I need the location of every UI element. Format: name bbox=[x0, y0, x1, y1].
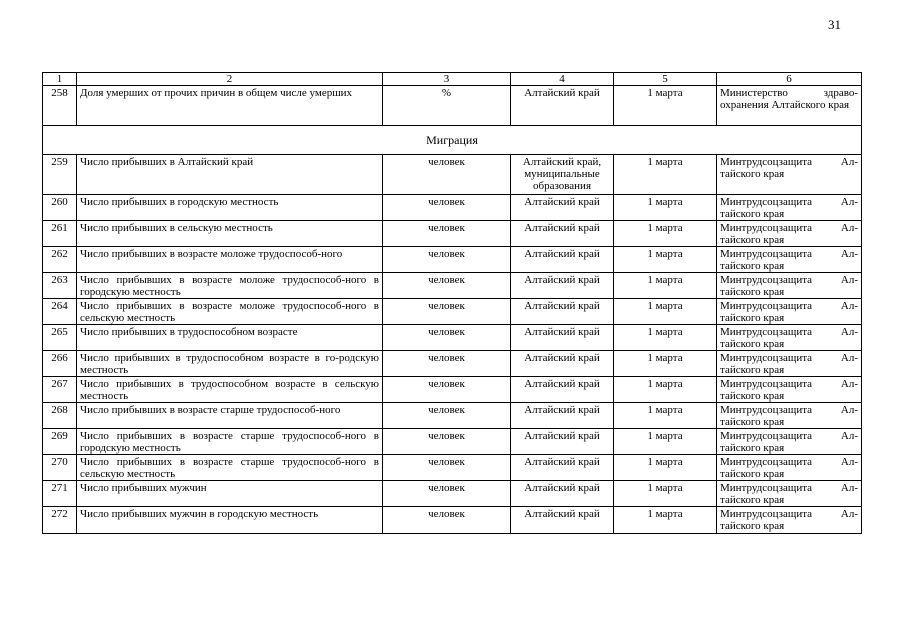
unit-of-measure: человек bbox=[383, 299, 511, 325]
submission-date: 1 марта bbox=[614, 403, 717, 429]
row-number: 269 bbox=[43, 429, 77, 455]
column-number: 6 bbox=[717, 73, 862, 86]
responsible-agency: Минтрудсоцзащита Ал-тайского края bbox=[717, 195, 862, 221]
column-number: 2 bbox=[77, 73, 383, 86]
indicator-name: Число прибывших в возрасте моложе трудоспособ-ного в городскую местность bbox=[77, 273, 383, 299]
unit-of-measure: человек bbox=[383, 273, 511, 299]
unit-of-measure: человек bbox=[383, 221, 511, 247]
responsible-agency: Минтрудсоцзащита Ал-тайского края bbox=[717, 429, 862, 455]
table-row bbox=[43, 507, 862, 534]
column-number-row bbox=[43, 73, 862, 86]
submission-date: 1 марта bbox=[614, 247, 717, 273]
table-row bbox=[43, 221, 862, 247]
indicator-name: Число прибывших в Алтайский край bbox=[77, 155, 383, 195]
table-row bbox=[43, 247, 862, 273]
submission-date: 1 марта bbox=[614, 351, 717, 377]
territory-level: Алтайский край bbox=[511, 481, 614, 507]
responsible-agency: Министерство здраво-охранения Алтайского края bbox=[717, 86, 862, 126]
indicator-name: Число прибывших в городскую местность bbox=[77, 195, 383, 221]
indicator-name: Число прибывших в возрасте моложе трудоспособ-ного в сельскую местность bbox=[77, 299, 383, 325]
column-number: 3 bbox=[383, 73, 511, 86]
row-number: 272 bbox=[43, 507, 77, 534]
table-row bbox=[43, 455, 862, 481]
table-row bbox=[43, 155, 862, 195]
submission-date: 1 марта bbox=[614, 86, 717, 126]
row-number: 264 bbox=[43, 299, 77, 325]
column-number: 5 bbox=[614, 73, 717, 86]
submission-date: 1 марта bbox=[614, 155, 717, 195]
column-number: 1 bbox=[43, 73, 77, 86]
column-number: 4 bbox=[511, 73, 614, 86]
row-number: 267 bbox=[43, 377, 77, 403]
responsible-agency: Минтрудсоцзащита Ал-тайского края bbox=[717, 481, 862, 507]
unit-of-measure: человек bbox=[383, 155, 511, 195]
responsible-agency: Минтрудсоцзащита Ал-тайского края bbox=[717, 507, 862, 534]
table-row bbox=[43, 299, 862, 325]
indicator-name: Число прибывших мужчин bbox=[77, 481, 383, 507]
territory-level: Алтайский край bbox=[511, 351, 614, 377]
table-row bbox=[43, 195, 862, 221]
territory-level: Алтайский край bbox=[511, 299, 614, 325]
indicator-name: Число прибывших в возрасте старше трудоспособ-ного в городскую местность bbox=[77, 429, 383, 455]
submission-date: 1 марта bbox=[614, 325, 717, 351]
unit-of-measure: человек bbox=[383, 507, 511, 534]
indicator-name: Число прибывших в возрасте старше трудоспособ-ного в сельскую местность bbox=[77, 455, 383, 481]
row-number: 271 bbox=[43, 481, 77, 507]
unit-of-measure: человек bbox=[383, 455, 511, 481]
indicator-name: Доля умерших от прочих причин в общем числе умерших bbox=[77, 86, 383, 126]
territory-level: Алтайский край, муниципальные образования bbox=[511, 155, 614, 195]
indicator-name: Число прибывших в возрасте моложе трудоспособ-ного bbox=[77, 247, 383, 273]
territory-level: Алтайский край bbox=[511, 403, 614, 429]
submission-date: 1 марта bbox=[614, 507, 717, 534]
page-number: 31 bbox=[828, 17, 841, 32]
submission-date: 1 марта bbox=[614, 299, 717, 325]
unit-of-measure: человек bbox=[383, 351, 511, 377]
responsible-agency: Минтрудсоцзащита Ал-тайского края bbox=[717, 247, 862, 273]
territory-level: Алтайский край bbox=[511, 221, 614, 247]
indicator-name: Число прибывших в трудоспособном возрасте в го-родскую местность bbox=[77, 351, 383, 377]
responsible-agency: Минтрудсоцзащита Ал-тайского края bbox=[717, 155, 862, 195]
territory-level: Алтайский край bbox=[511, 86, 614, 126]
unit-of-measure: человек bbox=[383, 247, 511, 273]
unit-of-measure: человек bbox=[383, 481, 511, 507]
territory-level: Алтайский край bbox=[511, 325, 614, 351]
table-row bbox=[43, 86, 862, 126]
indicators-table bbox=[42, 72, 862, 534]
table-row bbox=[43, 351, 862, 377]
row-number: 259 bbox=[43, 155, 77, 195]
territory-level: Алтайский край bbox=[511, 429, 614, 455]
submission-date: 1 марта bbox=[614, 377, 717, 403]
unit-of-measure: % bbox=[383, 86, 511, 126]
territory-level: Алтайский край bbox=[511, 247, 614, 273]
submission-date: 1 марта bbox=[614, 195, 717, 221]
responsible-agency: Минтрудсоцзащита Ал-тайского края bbox=[717, 403, 862, 429]
submission-date: 1 марта bbox=[614, 429, 717, 455]
unit-of-measure: человек bbox=[383, 195, 511, 221]
table-row bbox=[43, 481, 862, 507]
responsible-agency: Минтрудсоцзащита Ал-тайского края bbox=[717, 351, 862, 377]
territory-level: Алтайский край bbox=[511, 507, 614, 534]
submission-date: 1 марта bbox=[614, 455, 717, 481]
table-row bbox=[43, 403, 862, 429]
responsible-agency: Минтрудсоцзащита Ал-тайского края bbox=[717, 273, 862, 299]
indicator-name: Число прибывших в трудоспособном возрасте в сельскую местность bbox=[77, 377, 383, 403]
row-number: 268 bbox=[43, 403, 77, 429]
responsible-agency: Минтрудсоцзащита Ал-тайского края bbox=[717, 455, 862, 481]
row-number: 263 bbox=[43, 273, 77, 299]
responsible-agency: Минтрудсоцзащита Ал-тайского края bbox=[717, 299, 862, 325]
row-number: 258 bbox=[43, 86, 77, 126]
indicator-name: Число прибывших в возрасте старше трудоспособ-ного bbox=[77, 403, 383, 429]
responsible-agency: Минтрудсоцзащита Ал-тайского края bbox=[717, 325, 862, 351]
unit-of-measure: человек bbox=[383, 377, 511, 403]
table-row bbox=[43, 429, 862, 455]
row-number: 261 bbox=[43, 221, 77, 247]
territory-level: Алтайский край bbox=[511, 377, 614, 403]
section-row bbox=[43, 126, 862, 155]
submission-date: 1 марта bbox=[614, 481, 717, 507]
unit-of-measure: человек bbox=[383, 403, 511, 429]
indicator-name: Число прибывших в трудоспособном возрасте bbox=[77, 325, 383, 351]
unit-of-measure: человек bbox=[383, 325, 511, 351]
territory-level: Алтайский край bbox=[511, 455, 614, 481]
row-number: 265 bbox=[43, 325, 77, 351]
indicator-name: Число прибывших в сельскую местность bbox=[77, 221, 383, 247]
row-number: 262 bbox=[43, 247, 77, 273]
unit-of-measure: человек bbox=[383, 429, 511, 455]
row-number: 270 bbox=[43, 455, 77, 481]
submission-date: 1 марта bbox=[614, 273, 717, 299]
section-title: Миграция bbox=[43, 126, 862, 155]
row-number: 266 bbox=[43, 351, 77, 377]
submission-date: 1 марта bbox=[614, 221, 717, 247]
responsible-agency: Минтрудсоцзащита Ал-тайского края bbox=[717, 377, 862, 403]
table-row bbox=[43, 325, 862, 351]
table-row bbox=[43, 273, 862, 299]
indicator-name: Число прибывших мужчин в городскую местность bbox=[77, 507, 383, 534]
table-row bbox=[43, 377, 862, 403]
territory-level: Алтайский край bbox=[511, 273, 614, 299]
row-number: 260 bbox=[43, 195, 77, 221]
territory-level: Алтайский край bbox=[511, 195, 614, 221]
responsible-agency: Минтрудсоцзащита Ал-тайского края bbox=[717, 221, 862, 247]
